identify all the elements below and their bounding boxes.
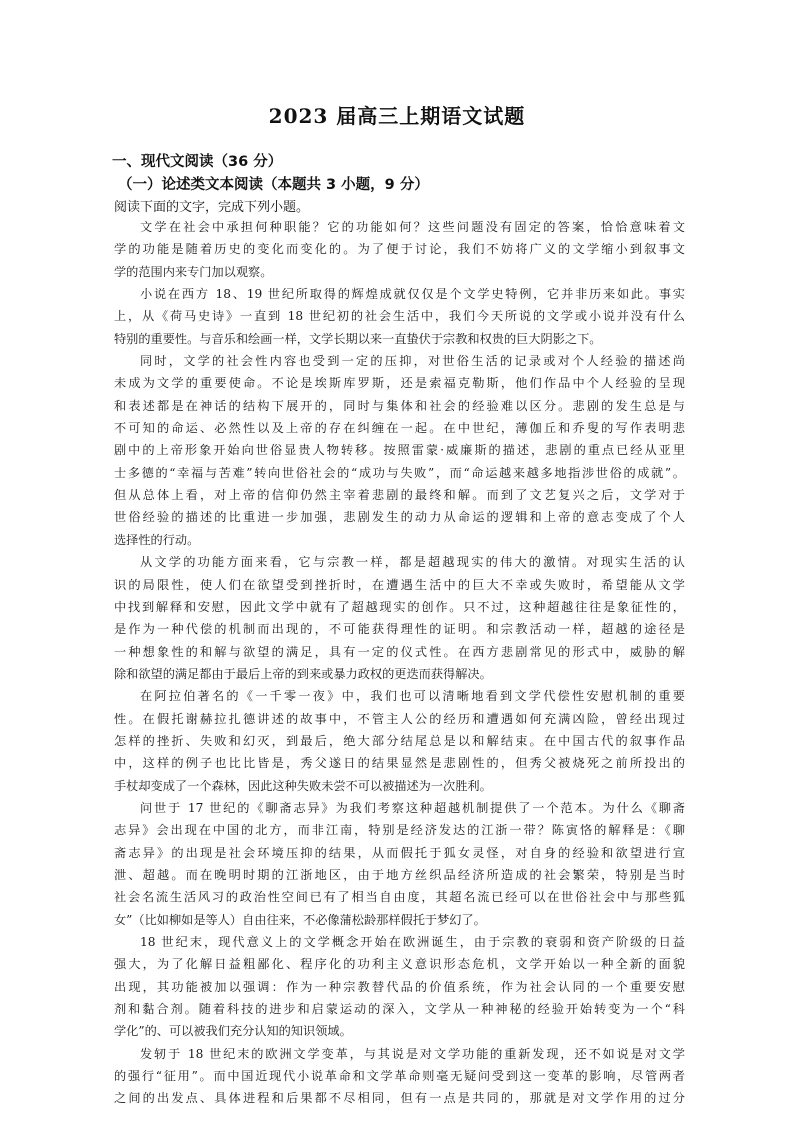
passage-line: 小说在西方 18、19 世纪所取得的辉煌成就仅仅是个文学史特例，它并非历来如此。事实 [140,287,685,302]
passage-line: 手杖却变成了一个森林，因此这种失败未尝不可以被描述为一次胜利。 [114,778,492,793]
passage-line: 和表述都是在神话的结构下展开的，同时与集体和社会的经验难以区分。悲剧的发生总是与 [114,398,685,413]
passage-line: 识的局限性，使人们在欲望受到挫折时，在遭遇生活中的巨大不幸或失败时，希望能从文学 [114,577,685,592]
passage-line: 出现，其功能被加以强调：作为一种宗教替代品的价值系统，作为社会认同的一个重要安慰 [114,979,685,994]
passage-line: 学的范围内来专门加以观察。 [114,264,273,279]
passage-line: 问世于 17 世纪的《聊斋志异》为我们考察这种超越机制提供了一个范本。为什么《聊斋 [140,800,685,815]
passage-line: 志异》会出现在中国的北方，而非江南，特别是经济发达的江浙一带？陈寅恪的解释是：《聊 [114,823,685,838]
instruction-text: 阅读下面的文字，完成下列小题。 [114,200,310,215]
section-heading: 一、现代文阅读（36 分） [112,154,283,170]
passage-line: 选择性的行动。 [114,532,200,547]
passage-line: 的强行“征用”。而中国近现代小说革命和文学革命则毫无疑问受到这一变革的影响，尽管两者 [114,1069,685,1084]
passage-line: 斋志异》的出现是社会环境压抑的结果，从而假托于狐女灵怪，对自身的经验和欲望进行宣 [114,845,685,860]
passage-line: 在阿拉伯著名的《一千零一夜》中，我们也可以清晰地看到文学代偿性安慰机制的重要 [140,689,685,704]
passage-line: 女”（比如柳如是等人）自由往来，不必像蒲松龄那样假托于梦幻了。 [114,912,486,927]
passage-line: 怎样的挫折、失败和幻灭，到最后，绝大部分结尾总是以和解结束。在中国古代的叙事作品 [114,733,685,748]
passage-line: 中找到解释和安慰，因此文学中就有了超越现实的创作。只不过，这种超越往往是象征性的， [114,599,685,614]
passage-line: 剧中的上帝形象开始向世俗显贵人物转移。按照雷蒙·威廉斯的描述，悲剧的重点已经从亚里 [114,443,685,458]
passage-line: 学的功能是随着历史的变化而变化的。为了便于讨论，我们不妨将广义的文学缩小到叙事文 [114,242,685,257]
passage-line: 中，这样的例子也比比皆是，秀父遂日的结果显然是悲剧性的，但秀父被烧死之前所投出的 [114,756,685,771]
passage-line: 但从总体上看，对上帝的信仰仍然主宰着悲剧的最终和解。而到了文艺复兴之后，文学对于 [114,488,685,503]
passage-line: 社会名流生活风习的政治性空间已有了相当自由度，其超名流已经可以在世俗社会中与那些狐 [114,890,685,905]
passage-line: 同时，文学的社会性内容也受到一定的压抑，对世俗生活的记录或对个人经验的描述尚 [140,354,685,369]
passage-line: 未成为文学的重要使命。不论是埃斯库罗斯，还是索福克勒斯，他们作品中个人经验的呈现 [114,376,685,391]
passage-line: 一种想象性的和解与欲望的满足，具有一定的仪式性。在西方悲剧常见的形式中，威胁的解 [114,644,685,659]
passage-line: 18 世纪末，现代意义上的文学概念开始在欧洲诞生，由于宗教的衰弱和资产阶级的日益 [140,935,685,949]
passage-line: 剂和黏合剂。随着科技的进步和启蒙运动的深入，文学从一种神秘的经验开始转变为一个“科 [114,1002,685,1017]
passage-line: 世俗经验的描述的比重进一步加强，悲剧发生的动力从命运的逻辑和上帝的意志变成了个人 [114,510,685,525]
page-title: 2023 届高三上期语文试题 [268,104,526,128]
passage-line: 士多德的“幸福与苦难”转向世俗社会的“成功与失败”，而“命运越来越多地指涉世俗的成就”。 [114,465,685,480]
passage-line: 发轫于 18 世纪末的欧洲文学变革，与其说是对文学功能的重新发现，还不如说是对文学 [140,1046,685,1061]
passage-line: 学化”的、可以被我们充分认知的知识领域。 [114,1024,352,1039]
passage-line: 之间的出发点、具体进程和后果都不尽相同，但有一点是共同的，那就是对文学作用的过分 [114,1091,685,1106]
passage-line: 从文学的功能方面来看，它与宗教一样，都是超越现实的伟大的激情。对现实生活的认 [140,555,685,570]
passage-line: 除和欲望的满足都由于最后上帝的到来或暴力政权的更迭而获得解决。 [114,666,492,681]
passage-line: 是作为一种代偿的机制而出现的，不可能获得理性的证明。和宗教活动一样，超越的途径是 [114,622,685,637]
passage-line: 文学在社会中承担何种职能？它的功能如何？这些问题没有固定的答案，恰恰意味着文 [140,220,685,234]
passage-line: 特别的重要性。与音乐和绘画一样，文学长期以来一直蛰伏于宗教和权贵的巨大阴影之下。 [114,331,602,346]
passage-line: 泄、超越。而在晚明时期的江浙地区，由于地方丝织品经济所造成的社会繁荣，特别是当时 [114,867,685,882]
passage-line: 强大，为了化解日益粗鄙化、程序化的功利主义意识形态危机，文学开始以一种全新的面貌 [114,957,685,972]
passage-line: 不可知的命运、必然性以及上帝的存在纠缠在一起。在中世纪，薄伽丘和乔叟的写作表明悲 [114,421,685,436]
reading-passage [114,216,685,1110]
subsection-heading: （一）论述类文本阅读（本题共 3 小题，9 分） [118,177,429,193]
passage-line: 上，从《荷马史诗》一直到 18 世纪初的社会生活中，我们今天所说的文学或小说并没有什么 [114,309,685,324]
passage-line: 性。在假托谢赫拉扎德讲述的故事中，不管主人公的经历和遭遇如何充满凶险，曾经出现过 [114,711,685,726]
